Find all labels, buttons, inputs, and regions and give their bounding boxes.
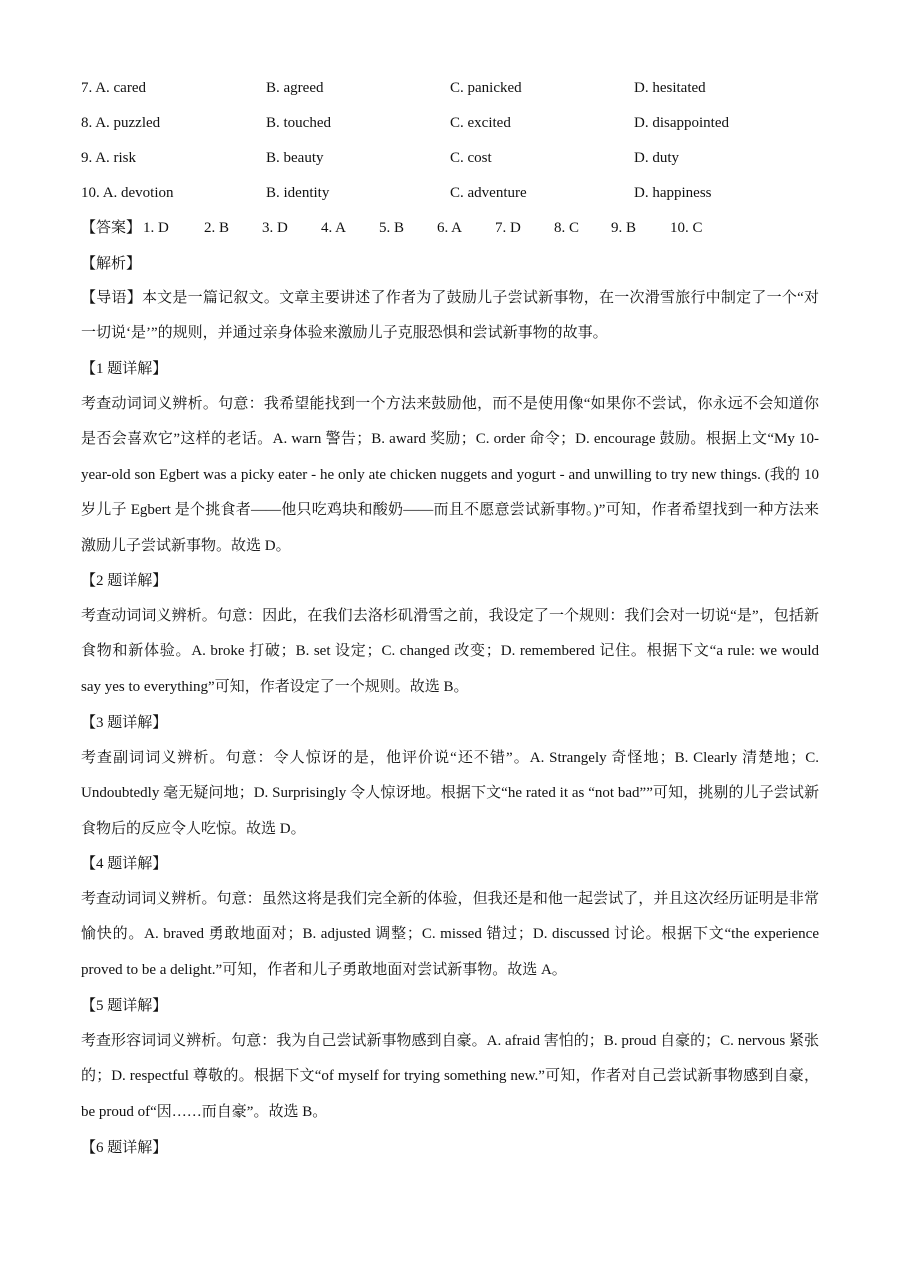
answer-item: 9. B xyxy=(611,220,637,236)
q7-number: 7. xyxy=(81,80,93,96)
answer-label: 【答案】 xyxy=(81,220,142,236)
answer-item: 8. C xyxy=(554,220,580,236)
section-1-heading: 【1 题详解】 xyxy=(81,361,168,377)
answer-item: 4. A xyxy=(321,220,347,236)
section-3-text: 考查副词词义辨析。句意：令人惊讶的是，他评价说“还不错”。A. Strangely 奇怪地；B. Clearly 清楚地；C. Undoubtedly 毫无疑问地；D. Surprisingly 令人惊讶地。根据下文“he rated it as “not bad””可知，挑剔的儿子尝试新食物后的反应令人吃惊。故选 D。 xyxy=(81,750,819,837)
section-4-heading: 【4 题详解】 xyxy=(81,856,168,872)
q8-a: A. puzzled xyxy=(95,115,161,131)
section-4-text: 考查动词词义辨析。句意：虽然这将是我们完全新的体验，但我还是和他一起尝试了，并且这次经历证明是非常愉快的。A. braved 勇敢地面对；B. adjusted 调整；C. missed 错过；D. discussed 讨论。根据下文“the experience proved to be a delight.”可知，作者和儿子勇敢地面对尝试新事物。故选 A。 xyxy=(81,891,819,978)
intro-paragraph: 【导语】本文是一篇记叙文。文章主要讲述了作者为了鼓励儿子尝试新事物，在一次滑雪旅行中制定了一个“对一切说‘是’”的规则，并通过亲身体验来激励儿子克服恐惧和尝试新事物的故事。 xyxy=(81,290,819,342)
q7-d: D. hesitated xyxy=(634,80,706,96)
q9-b: B. beauty xyxy=(266,150,324,166)
answer-item: 10. C xyxy=(670,220,703,236)
section-6-heading: 【6 题详解】 xyxy=(81,1140,168,1156)
q7-b: B. agreed xyxy=(266,80,324,96)
q7-a: A. cared xyxy=(95,80,146,96)
section-5-text: 考查形容词词义辨析。句意：我为自己尝试新事物感到自豪。A. afraid 害怕的；B. proud 自豪的；C. nervous 紧张的；D. respectful 尊敬的。根据下文“of myself for trying something new.”可知，作者对自己尝试新事物感到自豪，be proud of“因……而自豪”。故选 B。 xyxy=(81,1033,819,1120)
q8-option-a xyxy=(81,111,160,135)
answer-item: 2. B xyxy=(204,220,230,236)
answer-item: 7. D xyxy=(495,220,521,236)
answer-item: 1. D xyxy=(143,220,169,236)
answer-item: 3. D xyxy=(262,220,288,236)
q10-c: C. adventure xyxy=(450,185,527,201)
analysis-label: 【解析】 xyxy=(81,256,142,272)
section-2-heading: 【2 题详解】 xyxy=(81,573,168,589)
section-5-heading: 【5 题详解】 xyxy=(81,998,168,1014)
section-3-heading: 【3 题详解】 xyxy=(81,715,168,731)
section-2-text: 考查动词词义辨析。句意：因此，在我们去洛杉矶滑雪之前，我设定了一个规则：我们会对一切说“是”，包括新食物和新体验。A. broke 打破；B. set 设定；C. changed 改变；D. remembered 记住。根据下文“a rule: we would say yes to everything”可知，作者设定了一个规则。故选 B。 xyxy=(81,608,819,695)
q10-d: D. happiness xyxy=(634,185,712,201)
question-8-options xyxy=(81,111,821,135)
q10-a: A. devotion xyxy=(102,185,174,201)
q10-number: 10. xyxy=(81,185,100,201)
q8-number: 8. xyxy=(81,115,93,131)
q9-option-a xyxy=(81,146,136,170)
q9-a: A. risk xyxy=(95,150,137,166)
q7-option-a xyxy=(81,76,146,100)
q7-c: C. panicked xyxy=(450,80,522,96)
question-7-options xyxy=(81,76,821,100)
answer-item: 6. A xyxy=(437,220,463,236)
q10-option-a xyxy=(81,181,174,205)
answer-item: 5. B xyxy=(379,220,405,236)
q8-d: D. disappointed xyxy=(634,115,729,131)
q8-c: C. excited xyxy=(450,115,511,131)
question-9-options xyxy=(81,146,821,170)
q10-b: B. identity xyxy=(266,185,330,201)
section-1-text: 考查动词词义辨析。句意：我希望能找到一个方法来鼓励他，而不是使用像“如果你不尝试，你永远不会知道你是否会喜欢它”这样的老话。A. warn 警告；B. award 奖励；C. order 命令；D. encourage 鼓励。根据上文“My 10-year-old son Egbert was a picky eater - he only ate chicken nuggets and yogurt - and unwilling to try new things. (我的 10 岁儿子 Egbert 是个挑食者——他只吃鸡块和酸奶——而且不愿意尝试新事物。)”可知，作者希望找到一种方法来激励儿子尝试新事物。故选 D。 xyxy=(81,396,819,554)
q9-c: C. cost xyxy=(450,150,492,166)
question-10-options xyxy=(81,181,821,205)
q8-b: B. touched xyxy=(266,115,331,131)
q9-number: 9. xyxy=(81,150,93,166)
q9-d: D. duty xyxy=(634,150,679,166)
